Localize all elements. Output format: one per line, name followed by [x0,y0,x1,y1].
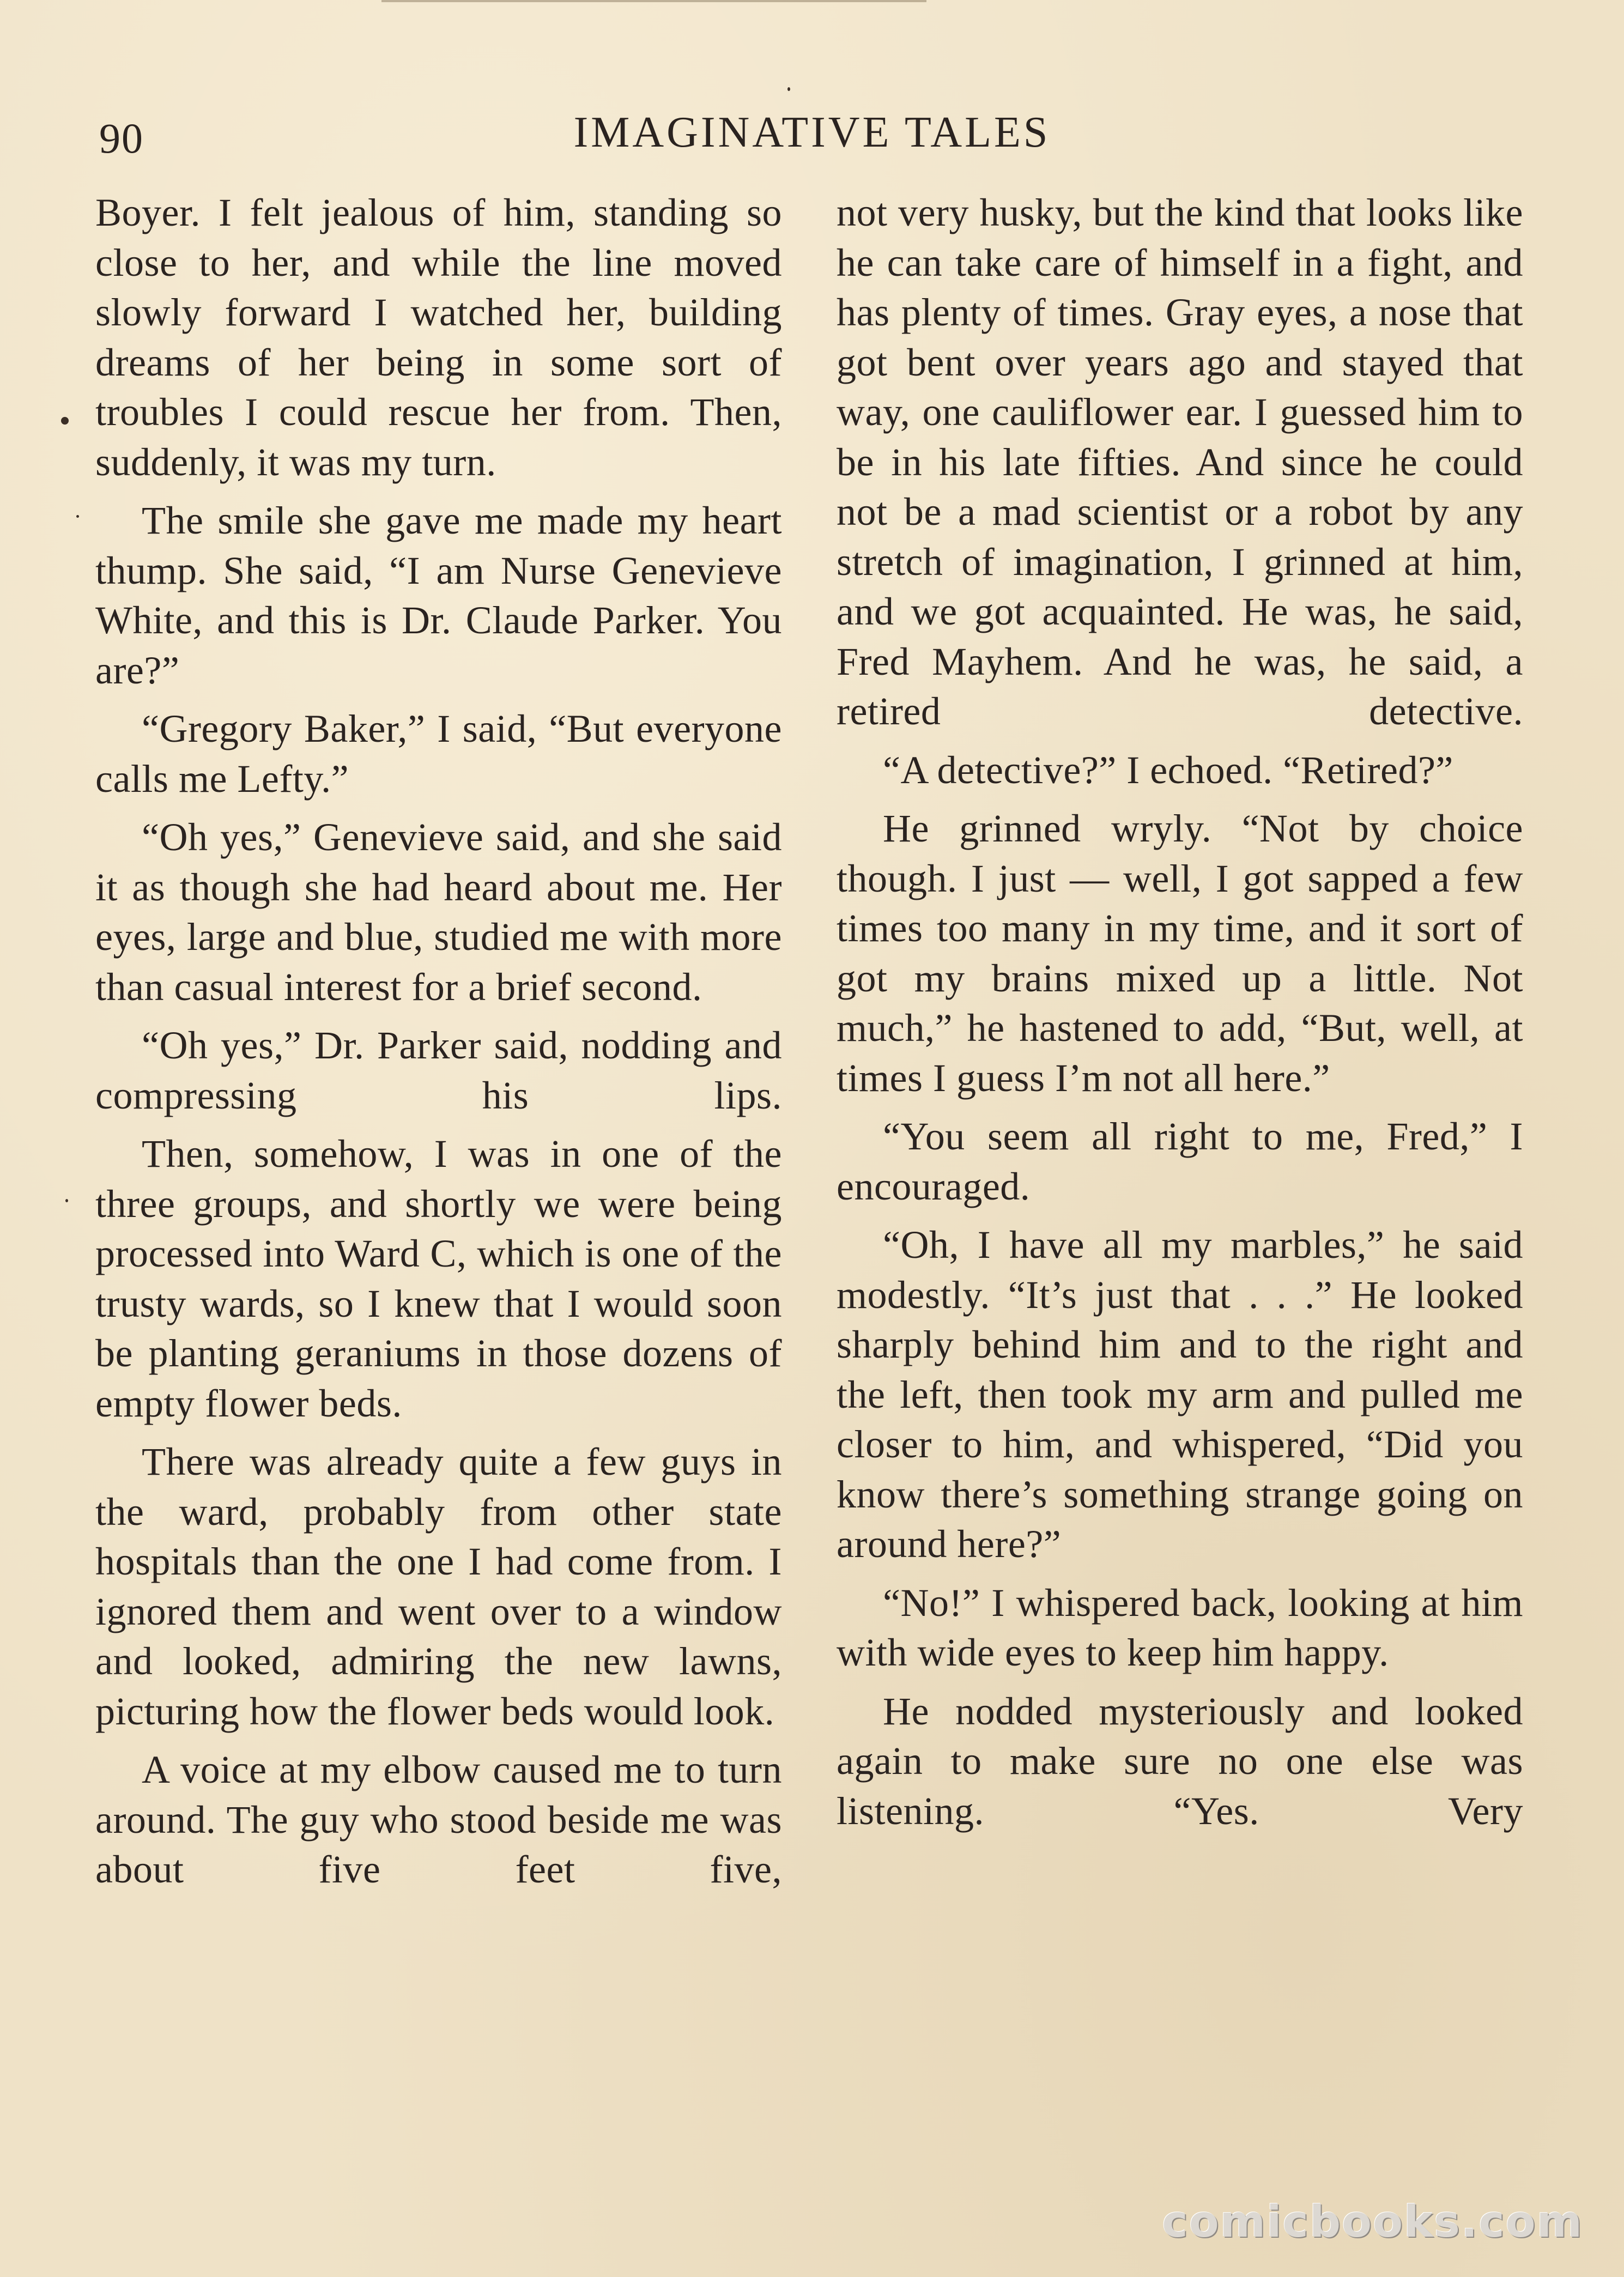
paragraph: A voice at my elbow caused me to turn around. The guy who stood beside me was about five feet five, [95,1748,782,1891]
paragraph: There was already quite a few guys in the ward, probably from other state hospitals than the one I had come from. I ignored them and went over to a window and looked, admiring the new lawns, picturing how the flower beds would look. [95,1440,782,1733]
paragraph: The smile she gave me made my heart thump. She said, “I am Nurse Genevieve White, and this is Dr. Claude Parker. You are?” [95,499,782,692]
running-head-title: IMAGINATIVE TALES [573,108,1051,156]
paragraph: “Gregory Baker,” I said, “But everyone calls me Lefty.” [95,707,782,801]
paragraph: “No!” I whispered back, looking at him with wide eyes to keep him happy. [837,1580,1523,1674]
paragraph: “You seem all right to me, Fred,” I encouraged. [837,1115,1523,1208]
paragraph: “Oh yes,” Genevieve said, and she said it as though she had heard about me. Her eyes, large and blue, studied me with more than casual interest for a brief second. [95,815,782,1009]
ink-speck [61,417,69,425]
paragraph: “A detective?” I echoed. “Retired?” [883,748,1453,792]
paragraph: He nodded mysteriously and looked again to make sure no one else was listening. “Yes. Very [837,1689,1523,1833]
page-header [93,101,1531,172]
left-text-column [95,188,782,1895]
paragraph: not very husky, but the kind that looks like he can take care of himself in a fight, and has plenty of times. Gray eyes, a nose that got bent over years ago and stayed that way, one cauliflower ear. I guessed him to be in his late fifties. And since he could not be a mad scientist or a robot by any stretch of imagination, I grinned at him, and we got acquainted. He was, he said, Fred Mayhem. And he was, he said, a retired detective. [837,191,1523,733]
ink-speck [787,87,790,91]
paragraph: “Oh yes,” Dr. Parker said, nodding and compressing his lips. [95,1024,782,1117]
ink-speck [65,1199,68,1202]
top-edge-rule [381,0,926,2]
paragraph: “Oh, I have all my marbles,” he said modestly. “It’s just that . . .” He looked sharply behind him and to the right and the left, then took my arm and pulled me closer to him, and whispered, “Did you know there’s something strange going on around here?” [837,1223,1523,1566]
watermark-logo: comicbooks.com [1162,2196,1583,2247]
paragraph: Then, somehow, I was in one of the three groups, and shortly we were being processed into Ward C, which is one of the trusty wards, so I knew that I would soon be planting geraniums in those dozens of empty flower beds. [95,1132,782,1425]
right-text-column [837,188,1523,1836]
paragraph: He grinned wryly. “Not by choice though. I just — well, I got sapped a few times too many in my time, and it sort of got my brains mixed up a little. Not much,” he hastened to add, “But, well, at times I guess I’m not all here.” [837,807,1523,1100]
ink-speck [76,515,79,518]
paragraph: Boyer. I felt jealous of him, standing so close to her, and while the line moved slowly forward I watched her, building dreams of her being in some sort of troubles I could rescue her from. Then, suddenly, it was my turn. [95,191,782,484]
page-number: 90 [99,114,144,162]
